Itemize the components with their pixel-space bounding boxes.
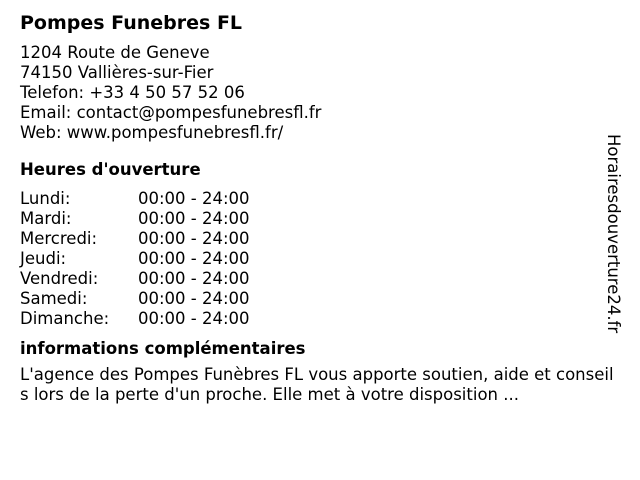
hours-row-wednesday (20, 229, 610, 249)
time-range: 00:00 - 24:00 (138, 189, 250, 208)
time-range: 00:00 - 24:00 (138, 249, 250, 268)
day-label: Vendredi: (20, 269, 99, 288)
opening-hours-heading: Heures d'ouverture (20, 160, 201, 179)
website-link[interactable]: Web: www.pompesfunebresfl.fr/ (20, 123, 284, 142)
site-watermark: Horairesdouverture24.fr (604, 134, 623, 334)
time-range: 00:00 - 24:00 (138, 209, 250, 228)
opening-hours-table (20, 189, 610, 329)
hours-row-friday (20, 269, 610, 289)
day-label: Lundi: (20, 189, 71, 208)
address-street: 1204 Route de Geneve (20, 43, 210, 62)
address-city: 74150 Vallières-sur-Fier (20, 63, 214, 82)
time-range: 00:00 - 24:00 (138, 229, 250, 248)
day-label: Mardi: (20, 209, 72, 228)
hours-row-thursday (20, 249, 610, 269)
day-label: Dimanche: (20, 309, 110, 328)
additional-info-heading: informations complémentaires (20, 339, 306, 358)
email-link[interactable]: Email: contact@pompesfunebresfl.fr (20, 103, 322, 122)
hours-row-tuesday (20, 209, 610, 229)
day-label: Jeudi: (20, 249, 67, 268)
day-label: Mercredi: (20, 229, 98, 248)
time-range: 00:00 - 24:00 (138, 289, 250, 308)
business-name: Pompes Funebres FL (20, 12, 243, 34)
hours-row-sunday (20, 309, 610, 329)
time-range: 00:00 - 24:00 (138, 309, 250, 328)
hours-row-saturday (20, 289, 610, 309)
time-range: 00:00 - 24:00 (138, 269, 250, 288)
contact-block (20, 43, 610, 143)
hours-row-monday (20, 189, 610, 209)
day-label: Samedi: (20, 289, 88, 308)
additional-info-text: L'agence des Pompes Funèbres FL vous apporte soutien, aide et conseils lors de la perte d'un proche. Elle met à votre disposition ... (20, 365, 614, 404)
phone-number[interactable]: Telefon: +33 4 50 57 52 06 (20, 83, 245, 102)
